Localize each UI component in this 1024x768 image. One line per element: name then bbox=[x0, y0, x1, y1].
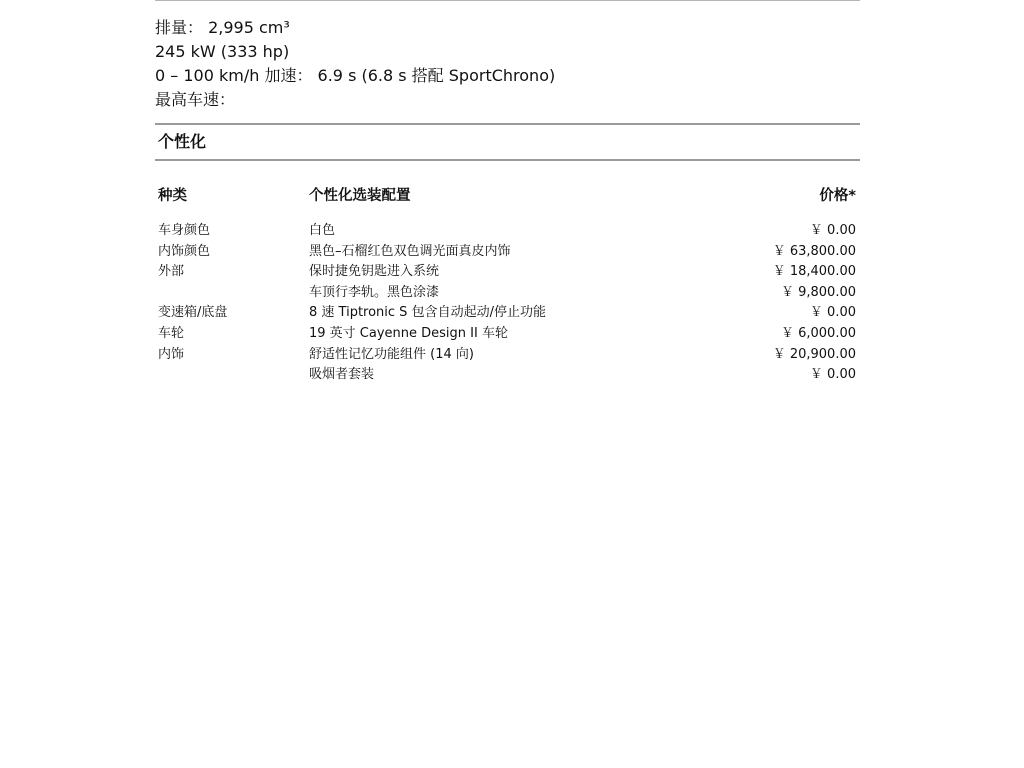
row-price: ￥ 9,800.00 bbox=[780, 284, 856, 300]
row-item: 车顶行李轨。黑色涂漆 bbox=[309, 284, 440, 300]
row-item: 白色 bbox=[309, 223, 336, 238]
table-row bbox=[155, 324, 860, 345]
row-price: ￥ 0.00 bbox=[809, 223, 856, 238]
table-row bbox=[155, 345, 860, 366]
options-table bbox=[155, 221, 860, 386]
table-row bbox=[155, 365, 860, 386]
row-item: 吸烟者套装 bbox=[309, 367, 375, 383]
row-category: 车轮 bbox=[158, 325, 185, 341]
spec-power: 245 kW (333 hp) bbox=[155, 42, 290, 61]
row-category: 内饰颜色 bbox=[158, 243, 211, 259]
row-category: 车身颜色 bbox=[158, 223, 211, 238]
row-price: ￥ 18,400.00 bbox=[772, 264, 856, 280]
row-item: 黑色–石榴红色双色调光面真皮内饰 bbox=[309, 243, 511, 259]
header-category: 种类 bbox=[158, 188, 187, 204]
row-price: ￥ 0.00 bbox=[809, 367, 856, 383]
row-item: 8 速 Tiptronic S 包含自动起动/停止功能 bbox=[309, 305, 546, 321]
row-item: 保时捷免钥匙进入系统 bbox=[309, 264, 440, 280]
row-category: 内饰 bbox=[158, 346, 185, 362]
spec-acceleration: 0 – 100 km/h 加速： 6.9 s (6.8 s 搭配 SportChrono) bbox=[155, 66, 556, 85]
row-price: ￥ 0.00 bbox=[809, 305, 856, 321]
table-row bbox=[155, 242, 860, 263]
row-category: 变速箱/底盘 bbox=[158, 305, 228, 321]
row-price: ￥ 6,000.00 bbox=[780, 325, 856, 341]
table-row bbox=[155, 303, 860, 324]
row-price: ￥ 63,800.00 bbox=[772, 243, 856, 259]
section-header bbox=[155, 123, 860, 161]
table-row bbox=[155, 283, 860, 304]
document-page bbox=[155, 0, 860, 386]
spec-displacement: 排量： 2,995 cm³ bbox=[155, 18, 290, 37]
engine-specs bbox=[155, 16, 860, 112]
header-item: 个性化选装配置 bbox=[309, 188, 411, 204]
section-title: 个性化 bbox=[158, 132, 207, 151]
table-row bbox=[155, 221, 860, 242]
row-item: 舒适性记忆功能组件 (14 向) bbox=[309, 346, 474, 362]
row-price: ￥ 20,900.00 bbox=[772, 346, 856, 362]
row-category: 外部 bbox=[158, 264, 185, 280]
header-price: 价格* bbox=[819, 188, 856, 204]
table-row bbox=[155, 262, 860, 283]
row-item: 19 英寸 Cayenne Design II 车轮 bbox=[309, 325, 508, 341]
table-header-row bbox=[155, 185, 860, 207]
spec-top-speed: 最高车速： bbox=[155, 90, 236, 109]
top-divider bbox=[155, 0, 860, 1]
